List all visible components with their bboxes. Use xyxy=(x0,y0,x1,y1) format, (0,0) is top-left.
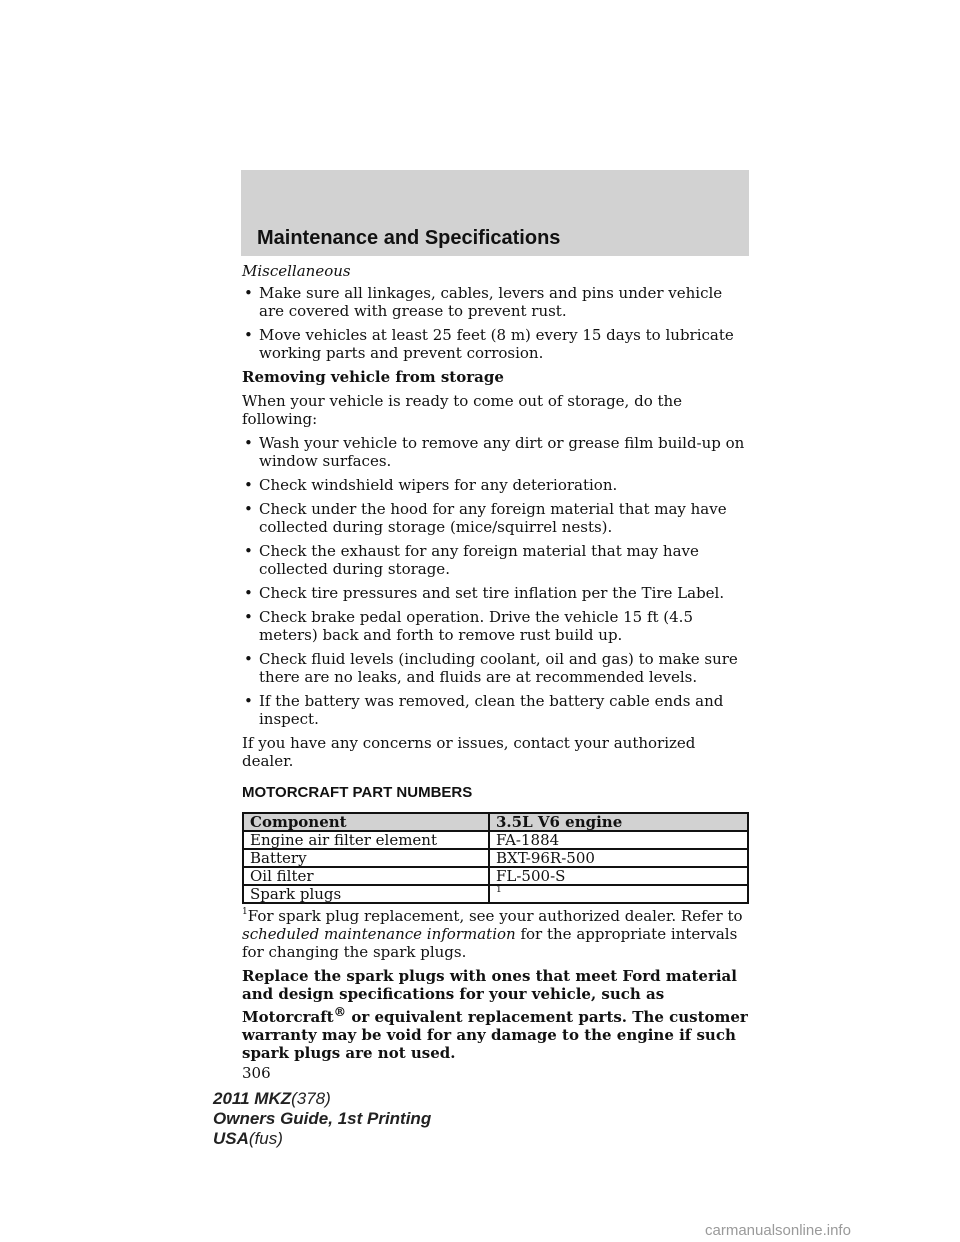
table-cell: Engine air filter element xyxy=(243,831,489,849)
list-item: • Wash your vehicle to remove any dirt or grease film build-up on window surfaces. xyxy=(244,434,745,470)
registered-mark: ® xyxy=(333,1004,347,1019)
bullet-icon: • xyxy=(244,692,253,710)
table-cell: Oil filter xyxy=(243,867,489,885)
list-item: • Make sure all linkages, cables, levers and pins under vehicle are covered with grease to prevent rust. xyxy=(244,284,723,320)
bullet-icon: • xyxy=(244,434,253,452)
footnote: $^1$For spark plug replacement, see your authorized dealer. Refer to scheduled maintenance information for the appropriate intervals for changing the spark plugs. xyxy=(242,907,743,961)
list-item: • Check tire pressures and set tire inflation per the Tire Label. xyxy=(244,584,725,602)
list-item: • Check fluid levels (including coolant, oil and gas) to make sure there are no leaks, and fluids are at recommended levels. xyxy=(244,650,738,686)
bullet-icon: • xyxy=(244,584,253,602)
print-line-3: USA(fus) xyxy=(213,1129,283,1148)
table-cell xyxy=(489,885,748,903)
table-row xyxy=(243,849,748,867)
bullet-icon: • xyxy=(244,500,253,518)
cross-reference: scheduled maintenance information xyxy=(242,925,516,943)
watermark: carmanualsonline.info xyxy=(705,1222,851,1239)
list-item: • Move vehicles at least 25 feet (8 m) every 15 days to lubricate working parts and prevent corrosion. xyxy=(244,326,734,362)
section-header xyxy=(241,170,749,256)
page-content xyxy=(242,262,750,1082)
header-cell: Component xyxy=(243,813,489,831)
list-item: • Check under the hood for any foreign material that may have collected during storage (mice/squirrel nests). xyxy=(244,500,727,536)
removing-heading: Removing vehicle from storage xyxy=(242,368,504,386)
footnote-number: 1 xyxy=(242,907,248,917)
bullet-icon: • xyxy=(244,542,253,560)
bullet-icon: • xyxy=(244,476,253,494)
removing-closing: If you have any concerns or issues, contact your authorized dealer. xyxy=(242,734,696,770)
removing-list xyxy=(242,434,750,728)
table-cell: FA-1884 xyxy=(489,831,748,849)
bullet-icon: • xyxy=(244,608,253,626)
header-cell: 3.5L V6 engine xyxy=(489,813,748,831)
list-item: • Check the exhaust for any foreign material that may have collected during storage. xyxy=(244,542,699,578)
print-line-2: Owners Guide, 1st Printing xyxy=(213,1109,432,1128)
misc-heading: Miscellaneous xyxy=(242,262,351,280)
table-cell: BXT-96R-500 xyxy=(489,849,748,867)
table-cell: Spark plugs xyxy=(243,885,489,903)
parts-table xyxy=(242,812,749,904)
table-row xyxy=(243,867,748,885)
bullet-icon: • xyxy=(244,284,253,302)
table-cell: Battery xyxy=(243,849,489,867)
table-header-row xyxy=(243,813,748,831)
table-row xyxy=(243,831,748,849)
misc-list xyxy=(242,284,750,362)
table-cell: FL-500-S xyxy=(489,867,748,885)
list-item: • Check windshield wipers for any deterioration. xyxy=(244,476,618,494)
section-title: Maintenance and Specifications xyxy=(257,227,561,249)
print-info xyxy=(213,1089,431,1149)
list-item: • If the battery was removed, clean the battery cable ends and inspect. xyxy=(244,692,724,728)
bullet-icon: • xyxy=(244,650,253,668)
list-item: • Check brake pedal operation. Drive the vehicle 15 ft (4.5 meters) back and forth to remove rust build up. xyxy=(244,608,693,644)
page-number: 306 xyxy=(242,1064,271,1082)
print-line-1: 2011 MKZ(378) xyxy=(213,1089,331,1108)
bullet-icon: • xyxy=(244,326,253,344)
removing-intro: When your vehicle is ready to come out of storage, do the following: xyxy=(242,392,683,428)
warning-text: Replace the spark plugs with ones that meet Ford material and design specifications for your vehicle, such as Motorcraft® or equivalent replacement parts. The customer warranty may be void for any damage to the engine if such spark plugs are not used. xyxy=(242,967,748,1062)
footnote-marker: 1 xyxy=(496,885,502,895)
parts-title: MOTORCRAFT PART NUMBERS xyxy=(242,784,473,801)
table-row xyxy=(243,885,748,903)
